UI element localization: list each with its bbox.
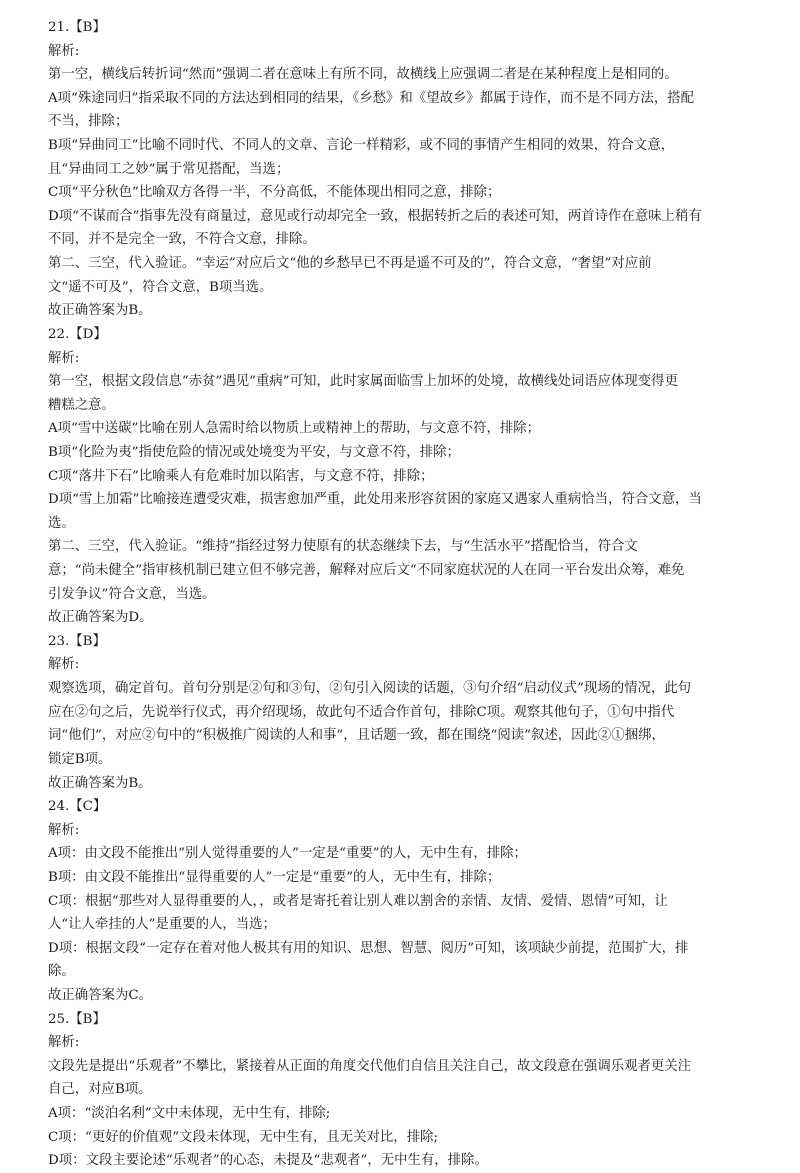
text-line: A项“雪中送碳”比喻在别人急需时给以物质上或精神上的帮助，与文意不符，排除；	[48, 421, 541, 437]
text-line: 解析:	[48, 1035, 80, 1051]
text-line: A项“殊途同归”指采取不同的方法达到相同的结果，《乡愁》和《望故乡》都属于诗作，而不是不同方法，搭配	[48, 90, 695, 106]
text-line: C项：根据“那些对人显得重要的人，，或者是寄托着让别人难以割舍的亲情、友情、爱情、恩情”可知，让	[48, 893, 668, 909]
text-line: C项“平分秋色”比喻双方各得一半，不分高低，不能体现出相同之意，排除；	[48, 185, 501, 201]
text-line: 解析:	[48, 657, 80, 673]
text-line: B项：由文段不能推出“显得重要的人”一定是“重要”的人，无中生有，排除；	[48, 869, 501, 885]
text-line: 引发争议”符合文意，当选。	[48, 586, 216, 602]
text-line: 24.【C】	[48, 799, 107, 815]
text-line: 23.【B】	[48, 633, 106, 649]
text-line: 文“遥不可及”，符合文意，B项当选。	[48, 279, 273, 295]
text-line: 故正确答案为C。	[48, 987, 152, 1003]
text-line: 词“他们”，对应②句中的“积极推广阅读的人和事”，且话题一致，都在围绕“阅读”叙述，因此②①捆绑，	[48, 728, 665, 744]
text-line: D项：文段主要论述“乐观者”的心态，未提及“悲观者”，无中生有，排除。	[48, 1153, 488, 1169]
text-line: 应在②句之后，先说举行仪式，再介绍现场，故此句不适合作首句，排除C项。观察其他句子，①句中指代	[48, 704, 675, 720]
text-line: 不当，排除；	[48, 114, 129, 130]
text-line: 解析:	[48, 822, 80, 838]
text-line: 21.【B】	[48, 20, 106, 35]
text-line: C项：“更好的价值观”文段未体现，无中生有，且无关对比，排除;	[48, 1129, 438, 1145]
text-line: 25.【B】	[48, 1011, 106, 1027]
text-line: 解析:	[48, 43, 80, 59]
text-line: C项“落井下石”比喻乘人有危难时加以陷害，与文意不符，排除；	[48, 468, 434, 484]
text-line: 文段先是提出“乐观者”不攀比，紧接着从正面的角度交代他们自信且关注自己，故文段意在强调乐观者更关注	[48, 1058, 692, 1074]
text-line: 意；“尚未健全”指审核机制已建立但不够完善，解释对应后文“不同家庭状况的人在同一平台发出众筹，难免	[48, 563, 685, 579]
text-line: 故正确答案为B。	[48, 303, 152, 319]
text-line: 22.【D】	[48, 326, 107, 342]
text-line: D项：根据文段“一定存在着对他人极其有用的知识、思想、智慧、阅历”可知，该项缺少前提，范围扩大，排	[48, 940, 689, 956]
text-line: 第一空，横线后转折词“然而”强调二者在意味上有所不同，故横线上应强调二者是在某种程度上是相同的。	[48, 67, 678, 83]
text-line: 人“让人牵挂的人”是重要的人，当选；	[48, 917, 276, 933]
text-line: 第二、三空，代入验证。“幸运”对应后文“他的乡愁早已不再是遥不可及的”，符合文意，“奢望”对应前	[48, 256, 652, 272]
text-line: 第二、三空，代入验证。“维持”指经过努力使原有的状态继续下去，与“生活水平”搭配恰当，符合文	[48, 539, 638, 555]
text-line: A项：由文段不能推出“别人觉得重要的人”一定是“重要”的人，无中生有，排除；	[48, 846, 527, 862]
text-line: 自己，对应B项。	[48, 1082, 152, 1098]
text-line: 故正确答案为D。	[48, 610, 153, 626]
text-line: 糟糕之意。	[48, 397, 115, 413]
text-line: 且“异曲同工之妙”属于常见搭配，当选；	[48, 161, 290, 177]
text-line: 除。	[48, 964, 75, 980]
text-line: 观察选项，确定首句。首句分别是②句和③句，②句引入阅读的话题，③句介绍“启动仪式”现场的情况，此句	[48, 681, 692, 697]
text-line: 第一空，根据文段信息“赤贫”遇见“重病”可知，此时家属面临雪上加坏的处境，故横线处词语应体现变得更	[48, 374, 678, 390]
text-line: 锁定B项。	[48, 751, 112, 767]
text-line: B项“异曲同工”比喻不同时代、不同人的文章、言论一样精彩，或不同的事情产生相同的效果，符合文意，	[48, 138, 675, 154]
text-line: 解析:	[48, 350, 80, 366]
text-line: B项“化险为夷”指使危险的情况或处境变为平安，与文意不符，排除；	[48, 444, 460, 460]
text-line: 故正确答案为B。	[48, 775, 152, 791]
text-line: 选。	[48, 515, 75, 531]
text-line: D项“不谋而合”指事先没有商量过，意见或行动却完全一致，根据转折之后的表述可知，两首诗作在意味上稍有	[48, 208, 702, 224]
text-line: A项：“淡泊名利”文中未体现，无中生有，排除;	[48, 1106, 331, 1122]
text-line: 不同，并不是完全一致，不符合文意，排除。	[48, 232, 316, 248]
text-line: D项“雪上加霜”比喻接连遭受灾难，损害愈加严重，此处用来形容贫困的家庭又遇家人重病恰当，符合文意，当	[48, 492, 702, 508]
